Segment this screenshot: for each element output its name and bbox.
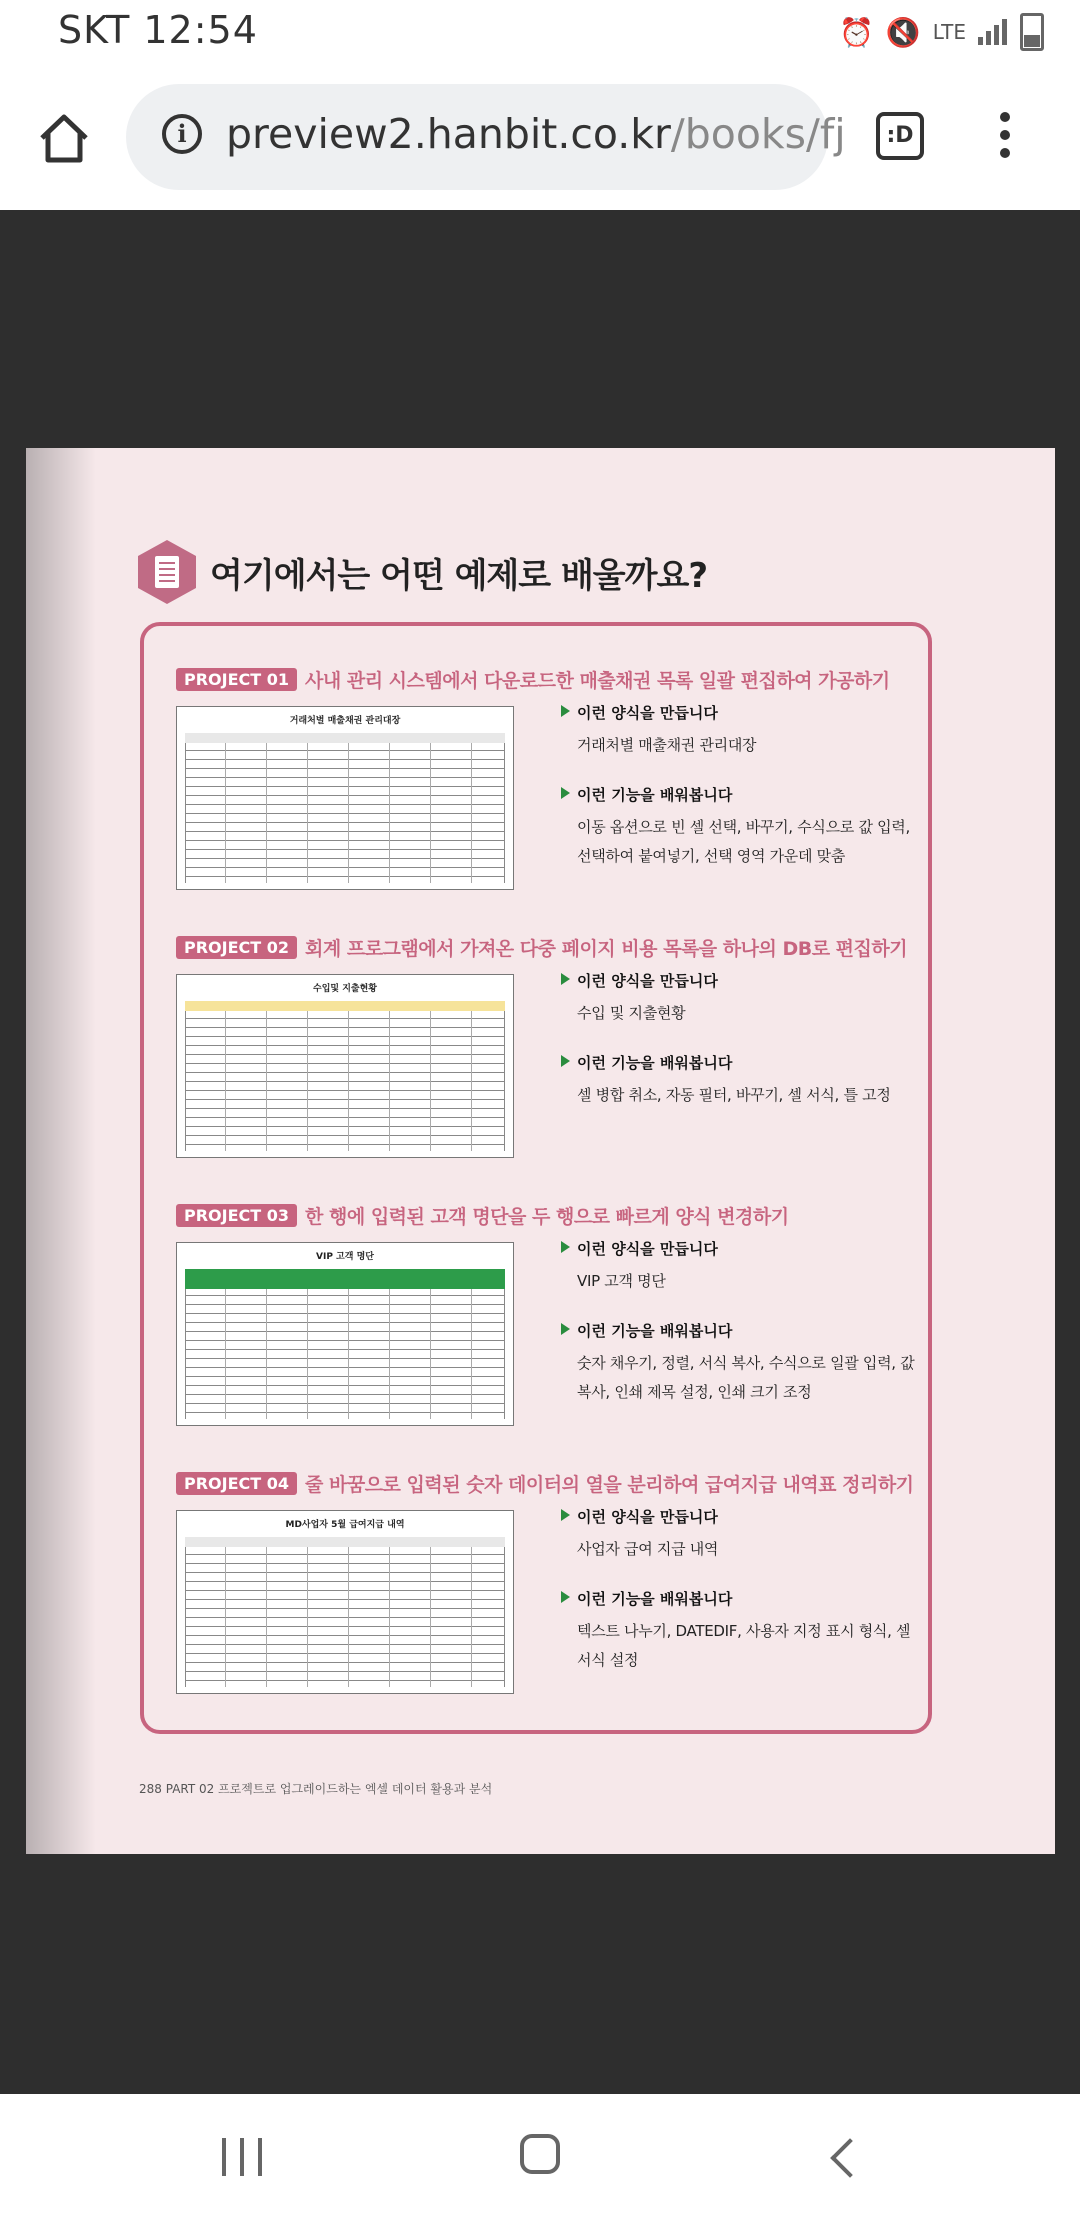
- project-description: [561, 970, 921, 1134]
- make-text: 사업자 급여 지급 내역: [577, 1540, 719, 1558]
- thumbnail-title: 수입및 지출현황: [313, 984, 377, 994]
- signal-icon: [978, 19, 1008, 45]
- more-menu-icon[interactable]: [990, 108, 1020, 168]
- recent-apps-icon[interactable]: [222, 2138, 262, 2176]
- spreadsheet-thumbnail: [176, 1242, 514, 1426]
- spreadsheet-thumbnail: [176, 974, 514, 1158]
- learn-label: 이런 기능을 배워봅니다: [561, 1588, 921, 1609]
- make-text: 거래처별 매출채권 관리대장: [577, 736, 757, 754]
- projects-box: [140, 622, 932, 1734]
- document-icon: [138, 540, 196, 604]
- learn-text: 이동 옵션으로 빈 셀 선택, 바꾸기, 수식으로 값 입력, 선택하여 붙여넣기, 선택 영역 가운데 맞춤: [577, 818, 910, 865]
- thumbnail-title: MD사업자 5월 급여지급 내역: [285, 1520, 405, 1530]
- make-label: 이런 양식을 만듭니다: [561, 1238, 921, 1259]
- alarm-icon: ⏰: [839, 15, 874, 49]
- project-badge: PROJECT 01: [176, 668, 297, 691]
- battery-icon: [1020, 13, 1044, 51]
- project-description: [561, 1506, 921, 1699]
- mute-icon: 🔇: [885, 15, 921, 49]
- learn-text: 숫자 채우기, 정렬, 서식 복사, 수식으로 일괄 입력, 값 복사, 인쇄 제목 설정, 인쇄 크기 조정: [577, 1354, 915, 1401]
- make-label: 이런 양식을 만듭니다: [561, 970, 921, 991]
- thumbnail-title: 거래처별 매출채권 관리대장: [289, 716, 401, 726]
- home-button-icon[interactable]: [520, 2134, 560, 2174]
- learn-label: 이런 기능을 배워봅니다: [561, 784, 921, 805]
- url-host: preview2.hanbit.co.kr: [226, 110, 671, 158]
- page-footer: 288 PART 02 프로젝트로 업그레이드하는 엑셀 데이터 활용과 분석: [139, 1782, 493, 1796]
- page-spine-shadow: [26, 448, 96, 1854]
- browser-toolbar: [0, 64, 1080, 210]
- lte-icon: LTE: [932, 20, 966, 44]
- tab-switcher-button[interactable]: :D: [876, 112, 924, 160]
- spreadsheet-thumbnail: [176, 706, 514, 890]
- learn-text: 셀 병합 취소, 자동 필터, 바꾸기, 셀 서식, 틀 고정: [577, 1086, 891, 1104]
- project-title: 사내 관리 시스템에서 다운로드한 매출채권 목록 일괄 편집하여 가공하기: [305, 669, 890, 692]
- page-title: 여기에서는 어떤 예제로 배울까요?: [210, 555, 708, 596]
- project-title: 회계 프로그램에서 가져온 다중 페이지 비용 목록을 하나의 DB로 편집하기: [305, 937, 908, 960]
- learn-text: 텍스트 나누기, DATEDIF, 사용자 지정 표시 형식, 셀 서식 설정: [577, 1622, 911, 1669]
- page-heading: [138, 540, 707, 604]
- status-icons: [839, 8, 1044, 56]
- project-01: [176, 664, 916, 865]
- make-text: VIP 고객 명단: [577, 1272, 666, 1290]
- make-label: 이런 양식을 만듭니다: [561, 1506, 921, 1527]
- thumbnail-title: VIP 고객 명단: [316, 1252, 374, 1262]
- make-label: 이런 양식을 만듭니다: [561, 702, 921, 723]
- project-description: [561, 702, 921, 895]
- project-description: [561, 1238, 921, 1431]
- system-nav-bar: [0, 2094, 1080, 2220]
- url-path: /books/fj: [670, 110, 846, 158]
- project-title: 줄 바꿈으로 입력된 숫자 데이터의 열을 분리하여 급여지급 내역표 정리하기: [305, 1473, 914, 1496]
- carrier-time: SKT 12:54: [58, 8, 258, 52]
- url-text[interactable]: [226, 110, 846, 158]
- learn-label: 이런 기능을 배워봅니다: [561, 1052, 921, 1073]
- back-icon[interactable]: [830, 2138, 870, 2178]
- make-text: 수입 및 지출현황: [577, 1004, 686, 1022]
- home-icon[interactable]: [36, 110, 92, 166]
- address-bar[interactable]: [126, 84, 846, 190]
- project-badge: PROJECT 04: [176, 1472, 297, 1495]
- info-icon[interactable]: i: [162, 114, 202, 154]
- project-badge: PROJECT 03: [176, 1204, 297, 1227]
- project-02: [176, 932, 916, 1104]
- project-03: [176, 1200, 916, 1401]
- project-badge: PROJECT 02: [176, 936, 297, 959]
- learn-label: 이런 기능을 배워봅니다: [561, 1320, 921, 1341]
- project-title: 한 행에 입력된 고객 명단을 두 행으로 빠르게 양식 변경하기: [305, 1205, 789, 1228]
- status-bar: [0, 0, 1080, 64]
- project-04: [176, 1468, 916, 1669]
- spreadsheet-thumbnail: [176, 1510, 514, 1694]
- book-page: [26, 448, 1055, 1854]
